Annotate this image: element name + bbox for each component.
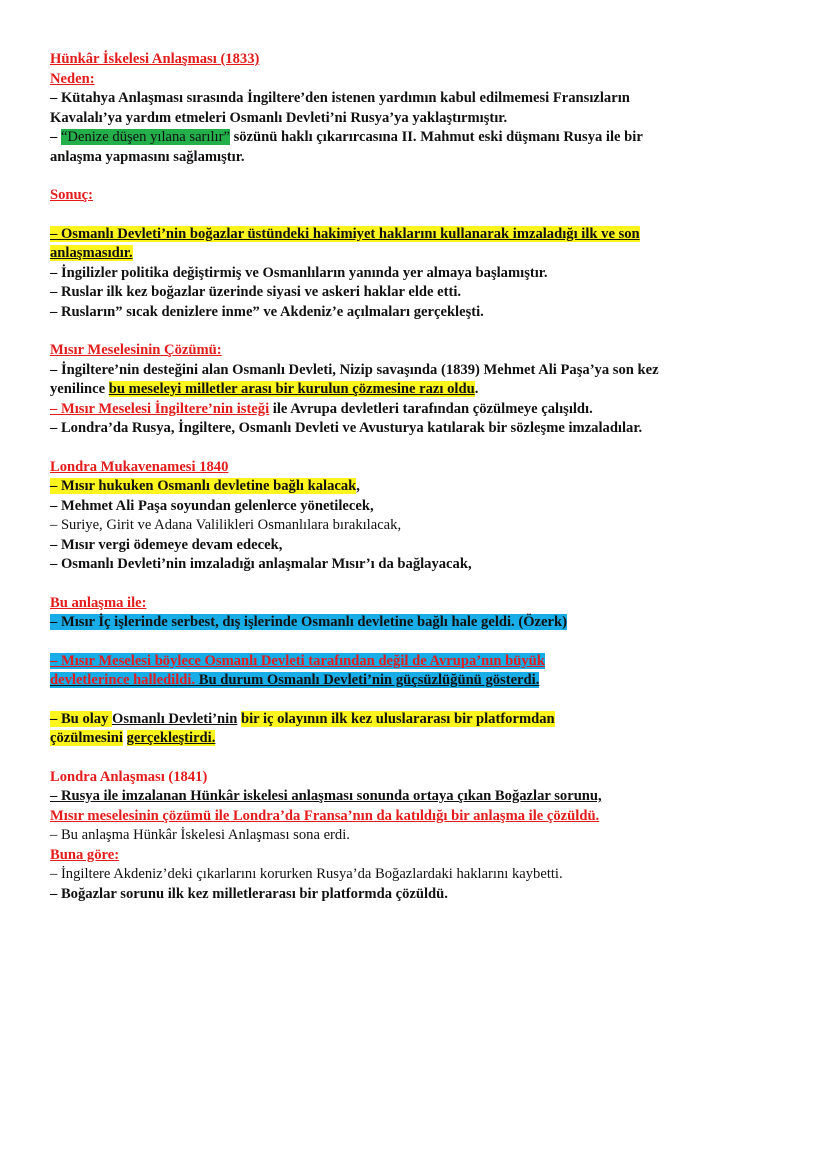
- highlighted-proverb: “Denize düşen yılana sarılır”: [60, 129, 230, 145]
- paragraph-line: – Mehmet Ali Paşa soyundan gelenlerce yönetilecek,: [50, 497, 374, 514]
- subheading-buna-gore: Buna göre:: [50, 846, 120, 863]
- highlighted-text: bu meseleyi milletler arası bir kurulun çözmesine razı oldu: [108, 381, 475, 397]
- paragraph-line: Kavalalı’ya yardım etmeleri Osmanlı Devleti’ni Rusya’ya yaklaştırmıştır.: [50, 109, 508, 126]
- paragraph-line: – Bu anlaşma Hünkâr İskelesi Anlaşması sona erdi.: [50, 827, 350, 843]
- paragraph-line: – Osmanlı Devleti’nin imzaladığı anlaşmalar Mısır’ı da bağlayacak,: [50, 556, 472, 572]
- section-title-londra-mukavenamesi: Londra Mukavenamesi 1840: [50, 458, 229, 475]
- highlighted-line: – Bu olay Osmanlı Devleti’nin bir iç olayının ilk kez uluslararası bir platformdan: [50, 710, 555, 727]
- red-underlined-line: Mısır meselesinin çözümü ile Londra’da Fransa’nın da katıldığı bir anlaşma ile çözüldü.: [50, 807, 600, 824]
- paragraph-line: – İngiltere Akdeniz’deki çıkarlarını korurken Rusya’da Boğazlardaki haklarını kaybetti.: [50, 866, 563, 882]
- paragraph-line: – Mısır Meselesi İngiltere’nin isteği ile Avrupa devletleri tarafından çözülmeye çalışıldı.: [50, 400, 593, 417]
- paragraph-line: – Rusların” sıcak denizlere inme” ve Akdeniz’e açılmaları gerçekleşti.: [50, 303, 484, 320]
- highlighted-line: – Mısır Meselesi böylece Osmanlı Devleti tarafından değil de Avrupa’nın büyük: [50, 652, 545, 669]
- subheading-neden: Neden:: [50, 70, 95, 87]
- underlined-line: – Rusya ile imzalanan Hünkâr iskelesi anlaşması sonunda ortaya çıkan Boğazlar sorunu,: [50, 788, 602, 804]
- paragraph-line-quote: [50, 128, 790, 148]
- section-title-hunkar: Hünkâr İskelesi Anlaşması (1833): [50, 51, 260, 67]
- highlighted-line: – Osmanlı Devleti’nin boğazlar üstündeki hakimiyet haklarını kullanarak imzaladığı ilk ve son: [50, 225, 640, 242]
- paragraph-line: – Ruslar ilk kez boğazlar üzerinde siyasi ve askeri haklar elde etti.: [50, 284, 462, 300]
- section-title-londra-anlasmasi: Londra Anlaşması (1841): [50, 768, 208, 785]
- document-page: [50, 50, 790, 904]
- highlighted-line: çözülmesini gerçekleştirdi.: [50, 730, 216, 746]
- paragraph-line: anlaşma yapmasını sağlamıştır.: [50, 148, 245, 165]
- paragraph-line: – Mısır hukuken Osmanlı devletine bağlı kalacak,: [50, 478, 360, 494]
- text-run: sözünü haklı çıkarırcasına II. Mahmut eski düşmanı Rusya ile bir: [229, 129, 643, 145]
- highlighted-line: devletlerince halledildi. Bu durum Osmanlı Devleti’nin güçsüzlüğünü gösterdi.: [50, 672, 540, 688]
- paragraph-line: – Kütahya Anlaşması sırasında İngiltere’den istenen yardımın kabul edilmemesi Fransızların: [50, 90, 630, 106]
- highlighted-line: anlaşmasıdır.: [50, 245, 133, 261]
- section-title-misir-cozumu: Mısır Meselesinin Çözümü:: [50, 342, 222, 358]
- highlighted-line: – Mısır İç işlerinde serbest, dış işlerinde Osmanlı devletine bağlı hale geldi. (Özerk): [50, 614, 567, 630]
- paragraph-line: – Boğazlar sorunu ilk kez milletlerarası bir platformda çözüldü.: [50, 885, 448, 902]
- section-title-bu-anlasma: Bu anlaşma ile:: [50, 594, 147, 611]
- paragraph-line: – İngilizler politika değiştirmiş ve Osmanlıların yanında yer almaya başlamıştır.: [50, 264, 548, 281]
- paragraph-line: – Suriye, Girit ve Adana Valilikleri Osmanlılara bırakılacak,: [50, 517, 402, 533]
- dash: –: [50, 129, 61, 145]
- highlighted-text: – Mısır hukuken Osmanlı devletine bağlı kalacak: [50, 478, 357, 494]
- paragraph-line: – Londra’da Rusya, İngiltere, Osmanlı Devleti ve Avusturya katılarak bir sözleşme imzaladılar.: [50, 420, 643, 436]
- subheading-sonuc: Sonuç:: [50, 187, 93, 203]
- paragraph-line: – İngiltere’nin desteğini alan Osmanlı Devleti, Nizip savaşında (1839) Mehmet Ali Paşa’ya son kez: [50, 361, 659, 378]
- paragraph-line: yenilince bu meseleyi milletler arası bir kurulun çözmesine razı oldu.: [50, 381, 479, 397]
- paragraph-line: – Mısır vergi ödemeye devam edecek,: [50, 536, 283, 553]
- red-underlined-text: – Mısır Meselesi İngiltere’nin isteği: [50, 400, 270, 417]
